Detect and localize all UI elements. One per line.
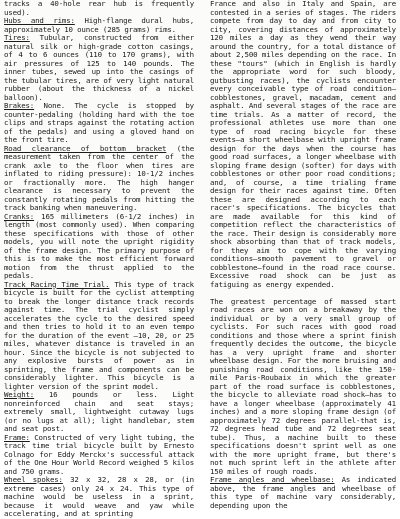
paragraph-text: (the measurement taken from the center of the crank axle to the floor when tires are inflated to riding pressure): 10-1/2 inches or fractionally more. The high hanger clearance is necessary to prevent the constantly rotating pedals from hitting the track banking when maneuvering.: [4, 143, 194, 212]
paragraph-heading: Tires:: [4, 33, 30, 42]
left-paragraph: [4, 434, 194, 477]
paragraph-heading: Frame:: [4, 432, 30, 442]
paragraph-heading: Cranks:: [4, 211, 35, 221]
paragraph-text: 165 millimeters (6-1/2 inches) in length (most commonly used). When comparing these specifications with those of other models, you will note the upright rigidity of the frame design. The primary purpose of this is to make the most efficient forward motion from the thrust applied to the pedals.: [4, 211, 194, 280]
left-paragraph: [4, 0, 194, 17]
paragraph-text: None. The cycle is stopped by counter-pedaling (holding hard with the toe clips and straps against the rotating action of the pedals) and using a gloved hand on the front tire.: [4, 101, 194, 144]
paragraph-heading: Track Racing Time Trial.: [4, 279, 110, 289]
paragraph-heading: Weight:: [4, 390, 35, 399]
paragraph-text: 32 x 32, 28 x 28, or (in extreme cases) only 24 x 24. This type of machine would be useless in a sprint, because it would weave and yaw while accelerating, and at sprinting: [4, 475, 194, 518]
paragraph-text: Tubular, constructed from either natural silk or high-grade cotton casings, of 4 to 6 ounces (110 to 170 grams), with air pressures of 125 to 140 pounds. The inner tubes, sewed up into the casings of the tubular tires, are of very light natural rubber (about the thickness of a nickel balloon).: [4, 33, 194, 102]
left-paragraph: [4, 17, 194, 34]
left-text-column: [4, 0, 194, 519]
left-paragraph: [4, 476, 194, 519]
paragraph-text: France and also in Italy and Spain, are contested in a series of stages. The riders compete from day to day and from city to city, covering distances of approximately 120 miles a day as they wend their way around the country, for a total distance of about 2,500 miles depending on the race. In these "tours" (which in English is hardly the appropriate word for such bloody, gutbusting races), the cyclists encounter every conceivable type of road condition—cobblestones, gravel, macadam, cement and asphalt. And several stages of the race are time trials. As a matter of record, the professional athletes use more than one type of road racing bicycle for these events—a short wheelbase with upright frame design for the days when the course has good road surfaces, a longer wheelbase with sloping frame design (softer) for days with cobblestones or other poor road conditions; and, of course, a time trialing frame design for their races against time. Often these are designed according to each racer's specifications. The bicycles that are made available for this kind of competition reflect the characteristics of the race. Their design is considerably more shock absorbing than that of track models, for they aim to cope with the varying conditions—smooth pavement to gravel or cobblestone—found in the road race course. Excessive road shock can be just as fatiguing as energy expended.: [210, 0, 396, 289]
right-paragraph: [210, 298, 396, 477]
left-paragraph: [4, 102, 194, 145]
left-paragraph: [4, 213, 194, 281]
right-text-column: [210, 0, 396, 510]
paragraph-heading: Brakes:: [4, 101, 35, 110]
paragraph-text: Constructed of very light tubing, the track time trial bicycle built by Ernesto Colnago for Eddy Merckx's successful attack of the One Hour World Record weighed 5 kilos and 750 grams.: [4, 432, 194, 476]
paragraph-text: High-flange dural hubs, approximately 10 ounce (285 grams) rims.: [4, 16, 194, 34]
left-paragraph: [4, 34, 194, 102]
paragraph-heading: Frame angles and wheelbase:: [210, 475, 335, 484]
paragraph-text: tracks a 40-hole rear hub is frequently used).: [4, 0, 194, 17]
paragraph-text: This type of track bicycle is built for the cyclist attempting to break the longer distance track records against time. The trial cyclist simply accelerates the cycle to the desired speed and then tries to hold it to an even tempo for the duration of the event —10, 20, or 25 miles, whatever distance is traveled in an hour. Since the bicycle is not subjected to any explosive bursts of power as in sprinting, the frame and components can be considerably lighter. This bicycle is a lighter version of the sprint model.: [4, 279, 194, 391]
right-paragraph: [210, 0, 396, 289]
paragraph-text: As indicated above, the frame angles and wheelbase of this type of machine vary considerably, depending upon the: [210, 475, 396, 510]
left-section-paragraph: [4, 281, 194, 392]
left-paragraph: [4, 145, 194, 213]
paragraph-heading: Wheel spokes:: [4, 475, 63, 484]
paragraph-text: 16 pounds or less. Light nonreinforced chain and seat stays; extremely small, lightweight cutaway lugs (or no lugs at all); light handlebar, stem and seat post.: [4, 390, 194, 433]
right-paragraph: [210, 476, 396, 510]
paragraph-heading: Road clearance of bottom bracket: [4, 143, 167, 153]
paragraph-heading: Hubs and rims:: [4, 16, 75, 25]
paragraph-text: The greatest percentage of massed start road races are won on a breakaway by the individual or by a very small group of cyclists. For such races with good road conditions and those where a sprint finish frequently decides the outcome, the bicycle has a very upright frame and shorter wheelbase design. For the more bruising and punishing road conditions, like the 150-mile Paris-Roubaix in which the greater part of the road surface is cobblestones, the bicycle to alleviate road shock—has to have a longer wheelbase (approximately 41 inches) and a more sloping frame design (of approximately 72 degrees parallel-that is, 72 degrees head tube and 72 degrees seat tube). Thus, a machine built to these specifications doesn't sprint well as one with the more upright frame, but there's not much sprint left in the athlete after 150 miles of rough roads.: [210, 296, 396, 476]
column-gutter: [199, 0, 205, 400]
left-paragraph: [4, 391, 194, 434]
